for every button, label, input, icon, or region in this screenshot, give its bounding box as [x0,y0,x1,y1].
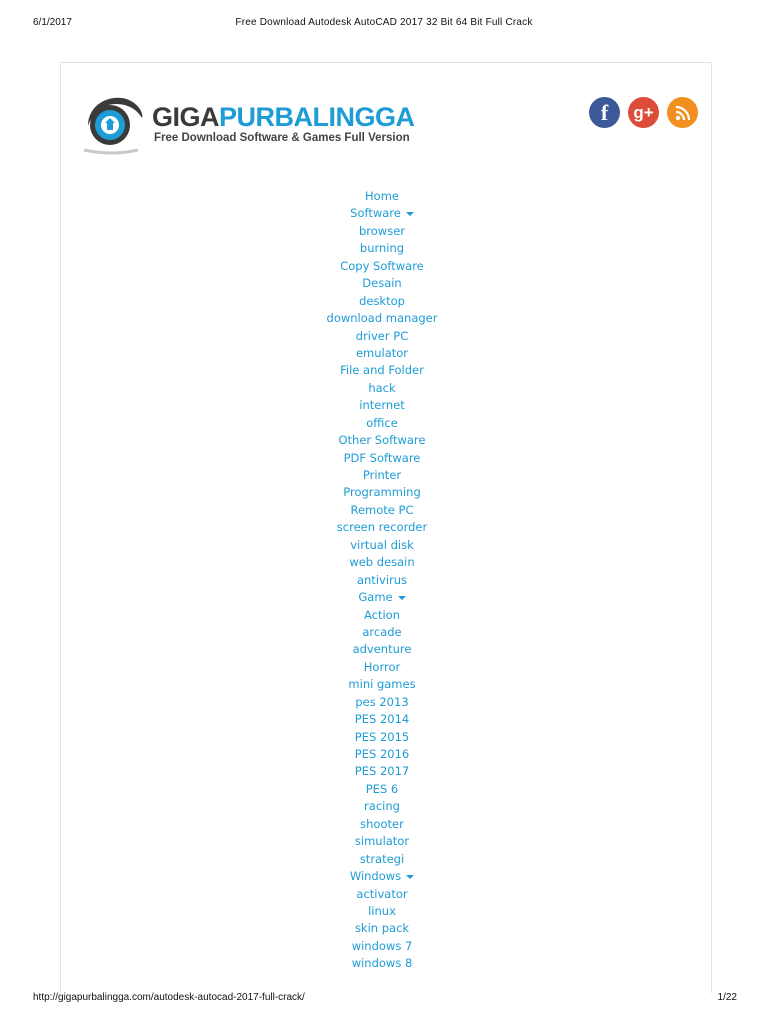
nav-item-label: arcade [362,624,402,639]
nav-item-pes-2015[interactable] [282,729,482,746]
nav-item-windows-8[interactable] [282,955,482,972]
nav-item-home[interactable] [282,188,482,205]
nav-item-label: emulator [355,345,409,360]
print-url: http://gigapurbalingga.com/autodesk-autocad-2017-full-crack/ [33,992,305,1003]
nav-item-label: linux [368,903,396,918]
nav-item-browser[interactable] [282,223,482,240]
caret-down-icon [406,875,414,879]
nav-item-label: web desain [349,555,415,570]
nav-item-label: office [366,415,398,430]
nav-item-hack[interactable] [282,380,482,397]
nav-item-internet[interactable] [282,397,482,414]
nav-item-linux[interactable] [282,903,482,920]
caret-down-icon [398,596,406,600]
nav-item-label: PES 2014 [354,712,410,727]
google-plus-icon[interactable]: g+ [628,97,659,128]
rss-icon[interactable] [667,97,698,128]
print-page-title: Free Download Autodesk AutoCAD 2017 32 Bit 64 Bit Full Crack [235,17,533,28]
nav-item-label: Software [350,206,401,221]
nav-item-label: Windows [349,869,402,884]
site-logo[interactable] [82,92,415,160]
nav-item-skin-pack[interactable] [282,920,482,937]
nav-item-antivirus[interactable] [282,572,482,589]
nav-item-activator[interactable] [282,886,482,903]
caret-down-icon [406,212,414,216]
nav-item-label: desktop [359,293,405,308]
facebook-icon[interactable]: f [589,97,620,128]
nav-item-pes-2017[interactable] [282,763,482,780]
nav-item-racing[interactable] [282,798,482,815]
nav-item-mini-games[interactable] [282,676,482,693]
nav-item-label: adventure [352,642,412,657]
nav-item-game[interactable] [282,589,482,606]
nav-item-label: internet [359,398,405,413]
nav-item-file-and-folder[interactable] [282,362,482,379]
print-header [0,17,768,31]
nav-item-printer[interactable] [282,467,482,484]
nav-item-label: racing [364,799,400,814]
nav-item-label: PES 2016 [354,747,410,761]
nav-item-emulator[interactable] [282,345,482,362]
nav-item-label: virtual disk [350,537,414,552]
nav-item-remote-pc[interactable] [282,502,482,519]
nav-item-desain[interactable] [282,275,482,292]
nav-item-label: download manager [326,311,438,326]
nav-item-label: shooter [360,816,404,831]
main-nav-menu [282,188,482,973]
nav-item-label: burning [359,241,405,256]
nav-item-label: screen recorder [336,520,428,535]
site-name [152,102,415,132]
nav-item-pes-2013[interactable] [282,694,482,711]
nav-item-label: Other Software [338,433,426,448]
nav-item-strategi[interactable] [282,851,482,868]
nav-item-label: Action [363,607,401,622]
nav-item-label: Game [358,590,393,605]
nav-item-arcade[interactable] [282,624,482,641]
nav-item-other-software[interactable] [282,432,482,449]
nav-item-virtual-disk[interactable] [282,537,482,554]
nav-item-desktop[interactable] [282,293,482,310]
site-tagline: Free Download Software & Games Full Version [154,132,410,144]
nav-item-screen-recorder[interactable] [282,519,482,536]
nav-item-action[interactable] [282,607,482,624]
nav-item-label: hack [368,380,396,395]
nav-item-label: windows 7 [351,938,413,953]
nav-item-label: PES 6 [365,781,399,796]
print-page-number: 1/22 [717,992,737,1003]
nav-item-label: File and Folder [340,363,424,378]
nav-item-label: mini games [348,677,416,692]
nav-item-web-desain[interactable] [282,554,482,571]
nav-item-pes-2014[interactable] [282,711,482,728]
nav-item-label: PES 2017 [354,764,410,779]
nav-item-software[interactable] [282,205,482,222]
nav-item-copy-software[interactable] [282,258,482,275]
nav-item-burning[interactable] [282,240,482,257]
nav-item-label: driver PC [355,328,409,343]
nav-item-adventure[interactable] [282,641,482,658]
print-date: 6/1/2017 [33,17,72,28]
nav-item-label: browser [358,223,405,238]
nav-item-label: pes 2013 [355,694,409,709]
nav-item-driver-pc[interactable] [282,328,482,345]
nav-item-programming[interactable] [282,484,482,501]
nav-item-pdf-software[interactable] [282,450,482,467]
nav-item-shooter[interactable] [282,816,482,833]
nav-item-windows-7[interactable] [282,938,482,955]
nav-item-simulator[interactable] [282,833,482,850]
nav-item-label: Home [365,189,399,203]
nav-item-label: windows 8 [351,956,413,971]
rss-glyph-icon [674,104,692,122]
nav-item-horror[interactable] [282,659,482,676]
nav-item-label: Remote PC [350,502,414,517]
site-name-part2: PURBALINGGA [219,102,415,132]
nav-item-office[interactable] [282,415,482,432]
nav-item-label: activator [356,886,408,901]
nav-item-label: antivirus [356,572,408,587]
nav-item-label: Desain [362,276,402,291]
nav-item-label: PES 2015 [354,729,410,744]
eye-logo-icon [82,92,148,158]
nav-item-label: Printer [362,468,402,482]
site-name-part1: GIGA [152,102,220,132]
nav-item-pes-6[interactable] [282,781,482,798]
nav-item-label: strategi [359,851,405,866]
nav-item-label: Copy Software [340,258,424,273]
nav-item-label: Horror [363,659,401,674]
nav-item-pes-2016[interactable] [282,746,482,763]
nav-item-label: skin pack [354,921,410,936]
nav-item-label: Programming [343,485,421,500]
nav-item-windows[interactable] [282,868,482,885]
nav-item-label: PDF Software [343,450,421,465]
nav-item-label: simulator [354,834,410,849]
nav-item-download-manager[interactable] [282,310,482,327]
